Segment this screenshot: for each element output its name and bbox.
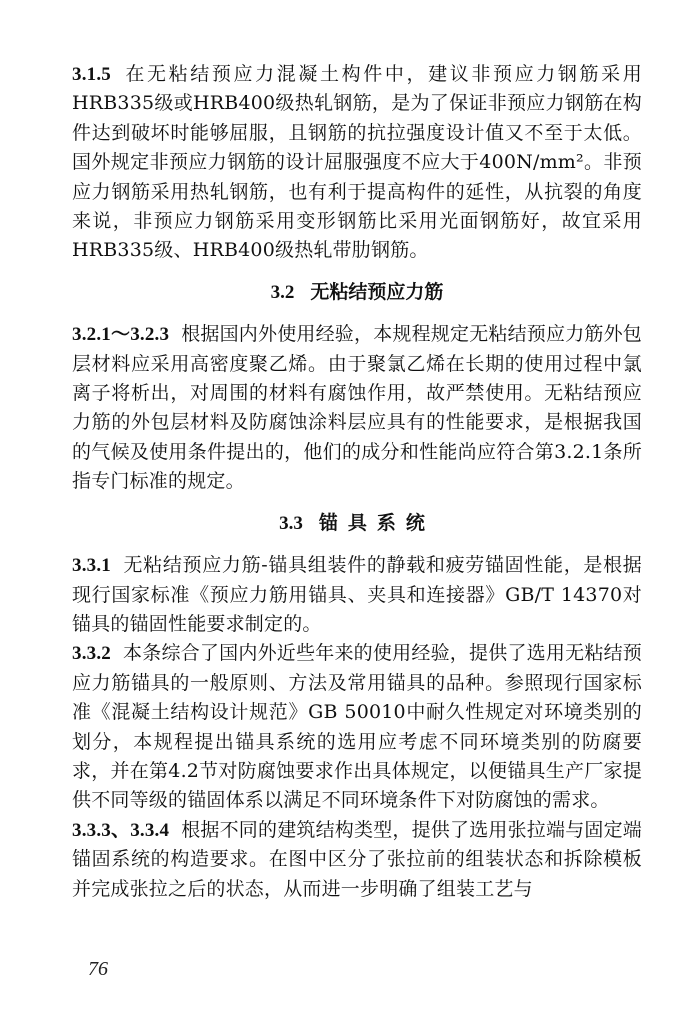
clause-text: 本条综合了国内外近些年来的使用经验，提供了选用无粘结预应力筋锚具的一般原则、方法及常用锚具的品种。参照现行国家标准《混凝土结构设计规范》GB 50010中耐久性规定对环境类别的划分，本规程提出锚具系统的选用应考虑不同环境类别的防腐要求，并在第4.2节对防腐蚀要求作出具体规定，以便锚具生产厂家提供不同等级的锚固体系以满足不同环境条件下对防腐蚀的需求。 <box>72 642 642 812</box>
clause-3-2-1-to-3-2-3 <box>72 320 642 496</box>
clause-3-3-3-and-3-3-4 <box>72 816 642 904</box>
clause-number: 3.3.3、3.3.4 <box>72 819 170 841</box>
section-heading-3-2 <box>72 278 642 307</box>
clause-text: 无粘结预应力筋-锚具组装件的静载和疲劳锚固性能，是根据现行国家标准《预应力筋用锚具、夹具和连接器》GB/T 14370对锚具的锚固性能要求制定的。 <box>72 554 642 635</box>
clause-number: 3.2.1～3.2.3 <box>72 324 170 346</box>
section-heading-3-3 <box>72 509 642 538</box>
clause-3-3-1 <box>72 551 642 639</box>
clause-text: 根据不同的建筑结构类型，提供了选用张拉端与固定端锚固系统的构造要求。在图中区分了张拉前的组装状态和拆除模板并完成张拉之后的状态，从而进一步明确了组装工艺与 <box>72 818 643 900</box>
section-number: 3.3 <box>279 512 303 534</box>
clause-number: 3.3.2 <box>72 643 111 665</box>
clause-3-3-2 <box>72 639 642 815</box>
clause-text: 根据国内外使用经验，本规程规定无粘结预应力筋外包层材料应采用高密度聚乙烯。由于聚氯乙烯在长期的使用过程中氯离子将析出，对周围的材料有腐蚀作用，故严禁使用。无粘结预应力筋的外包层材料及防腐蚀涂料层应具有的性能要求，是根据我国的气候及使用条件提出的，他们的成分和性能尚应符合第3.2.1条所指专门标准的规定。 <box>72 323 643 493</box>
page-number: 76 <box>88 958 108 980</box>
section-title: 锚具系统 <box>318 511 435 534</box>
clause-3-1-5 <box>72 60 642 266</box>
clause-text: 在无粘结预应力混凝土构件中，建议非预应力钢筋采用HRB335级或HRB400级热轧钢筋，是为了保证非预应力钢筋在构件达到破坏时能够屈服，且钢筋的抗拉强度设计值又不至于太低。国外规定非预应力钢筋的设计屈服强度不应大于400N/mm²。非预应力钢筋采用热轧钢筋，也有利于提高构件的延性，从抗裂的角度来说，非预应力钢筋采用变形钢筋比采用光面钢筋好，故宜采用HRB335级、HRB400级热轧带肋钢筋。 <box>72 63 642 262</box>
section-title: 无粘结预应力筋 <box>310 280 444 303</box>
clause-number: 3.1.5 <box>72 64 111 85</box>
section-number: 3.2 <box>270 281 295 303</box>
document-page <box>72 60 642 904</box>
clause-number: 3.3.1 <box>72 555 111 577</box>
